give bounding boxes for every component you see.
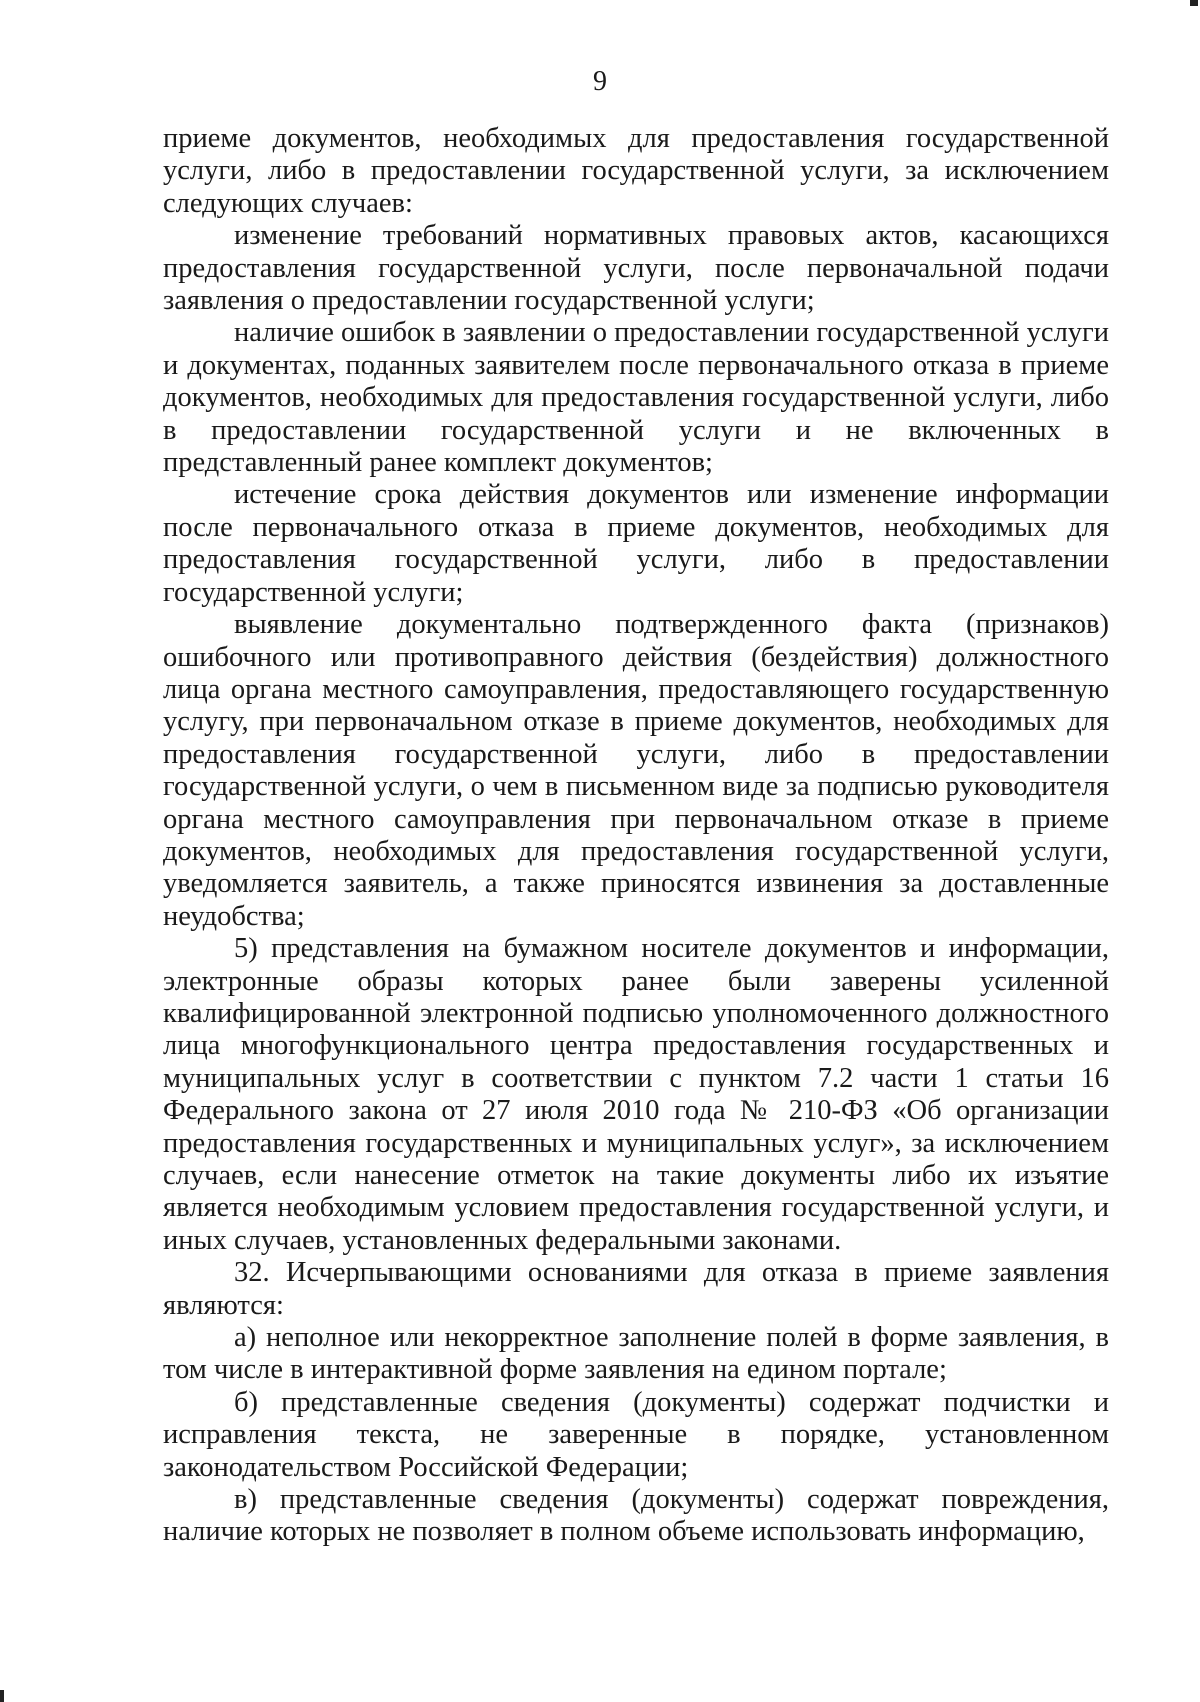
paragraph-3: наличие ошибок в заявлении о предоставлении государственной услуги и документах, поданных заявителем после первоначального отказа в приеме документов, необходимых для предоставления государственной услуги, либо в предоставлении государственной услуги и не включенных в представленный ранее комплект документов; xyxy=(163,317,1109,479)
paragraph-10: в) представленные сведения (документы) содержат повреждения, наличие которых не позволяет в полном объеме использовать информацию, xyxy=(163,1484,1109,1548)
paragraph-2: изменение требований нормативных правовых актов, касающихся предоставления государственной услуги, после первоначальной подачи заявления о предоставлении государственной услуги; xyxy=(163,220,1109,317)
scan-artifact-top-right xyxy=(1190,0,1198,6)
scan-artifact-bottom-left xyxy=(0,1690,4,1702)
paragraph-6: 5) представления на бумажном носителе документов и информации, электронные образы которых ранее были заверены усиленной квалифицированной электронной подписью уполномоченного должностного лица многофункционального центра предоставления государственных и муниципальных услуг в соответствии с пунктом 7.2 части 1 статьи 16 Федерального закона от 27 июля 2010 года № 210-ФЗ «Об организации предоставления государственных и муниципальных услуг», за исключением случаев, если нанесение отметок на такие документы либо их изъятие является необходимым условием предоставления государственной услуги, и иных случаев, установленных федеральными законами. xyxy=(163,933,1109,1256)
paragraph-9: б) представленные сведения (документы) содержат подчистки и исправления текста, не заверенные в порядке, установленном законодательством Российской Федерации; xyxy=(163,1386,1109,1483)
document-body xyxy=(163,123,1109,1549)
paragraph-5: выявление документально подтвержденного факта (признаков) ошибочного или противоправного действия (бездействия) должностного лица органа местного самоуправления, предоставляющего государственную услугу, при первоначальном отказе в приеме документов, необходимых для предоставления государственной услуги, либо в предоставлении государственной услуги, о чем в письменном виде за подписью руководителя органа местного самоуправления при первоначальном отказе в приеме документов, необходимых для предоставления государственной услуги, уведомляется заявитель, а также приносятся извинения за доставленные неудобства; xyxy=(163,609,1109,932)
paragraph-4: истечение срока действия документов или изменение информации после первоначального отказа в приеме документов, необходимых для предоставления государственной услуги, либо в предоставлении государственной услуги; xyxy=(163,479,1109,608)
paragraph-1: приеме документов, необходимых для предоставления государственной услуги, либо в предоставлении государственной услуги, за исключением следующих случаев: xyxy=(163,123,1109,219)
paragraph-8: а) неполное или некорректное заполнение полей в форме заявления, в том числе в интерактивной форме заявления на едином портале; xyxy=(163,1322,1109,1386)
paragraph-7: 32. Исчерпывающими основаниями для отказа в приеме заявления являются: xyxy=(163,1257,1109,1321)
page-number: 9 xyxy=(593,66,607,97)
